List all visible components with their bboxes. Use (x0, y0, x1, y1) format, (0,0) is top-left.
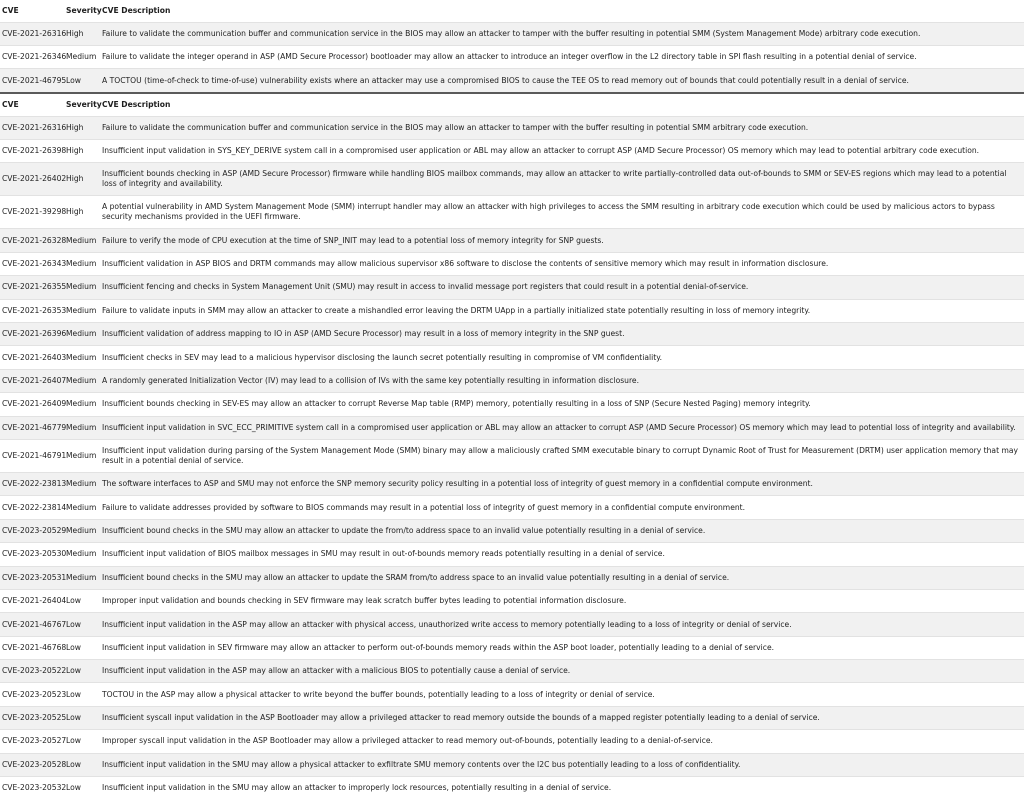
severity-cell: Medium (64, 45, 100, 68)
table-row (0, 613, 1024, 636)
severity-cell: High (64, 196, 100, 229)
cve-cell: CVE-2022-23813 (0, 472, 64, 495)
table-row (0, 22, 1024, 45)
description-cell: Insufficient input validation in the ASP may allow an attacker with a malicious BIOS to potentially cause a denial of service. (100, 660, 1024, 683)
description-cell: Insufficient input validation in SEV firmware may allow an attacker to perform out-of-bounds memory reads within the ASP boot loader, potentially leading to a denial of service. (100, 636, 1024, 659)
column-header-severity: Severity (66, 100, 102, 110)
table-row (0, 416, 1024, 439)
severity-cell: Medium (64, 299, 100, 322)
cve-cell: CVE-2021-26343 (0, 252, 64, 275)
severity-cell: Low (64, 660, 100, 683)
description-cell: Failure to validate inputs in SMM may allow an attacker to create a mishandled error leaving the DRTM UApp in a partially initialized state potentially resulting in loss of memory integrity. (100, 299, 1024, 322)
table-row (0, 252, 1024, 275)
table-row (0, 439, 1024, 472)
severity-cell: Low (64, 636, 100, 659)
table-body (0, 116, 1024, 800)
cve-cell: CVE-2021-26402 (0, 163, 64, 196)
description-cell: Insufficient syscall input validation in the ASP Bootloader may allow a privileged attacker to read memory outside the bounds of a mapped register potentially leading to a denial of service. (100, 706, 1024, 729)
cve-cell: CVE-2021-26407 (0, 369, 64, 392)
description-cell: Insufficient validation of address mapping to IO in ASP (AMD Secure Processor) may result in a loss of memory integrity in the SNP guest. (100, 323, 1024, 346)
severity-cell: Medium (64, 496, 100, 519)
cve-cell: CVE-2021-26396 (0, 323, 64, 346)
table-row (0, 660, 1024, 683)
cve-cell: CVE-2021-39298 (0, 196, 64, 229)
description-cell: Failure to verify the mode of CPU execution at the time of SNP_INIT may lead to a potential loss of memory integrity for SNP guests. (100, 229, 1024, 252)
description-cell: Insufficient input validation in SVC_ECC_PRIMITIVE system call in a compromised user application or ABL may allow an attacker to corrupt ASP (AMD Secure Processor) OS memory which may lead to potential loss of integrity and availability. (100, 416, 1024, 439)
table-row (0, 636, 1024, 659)
severity-cell: Low (64, 706, 100, 729)
cve-cell: CVE-2021-26409 (0, 393, 64, 416)
table-row (0, 730, 1024, 753)
column-header-cve: CVE (2, 100, 19, 110)
severity-cell: Medium (64, 472, 100, 495)
table-row (0, 472, 1024, 495)
cve-cell: CVE-2023-20527 (0, 730, 64, 753)
description-cell: Insufficient bound checks in the SMU may allow an attacker to update the from/to address space to an invalid value potentially resulting in a denial of service. (100, 519, 1024, 542)
severity-cell: Low (64, 589, 100, 612)
severity-cell: High (64, 22, 100, 45)
table-row (0, 229, 1024, 252)
description-cell: Insufficient input validation during parsing of the System Management Mode (SMM) binary may allow a maliciously crafted SMM executable binary to corrupt Dynamic Root of Trust for Measurement (DRTM) user application memory that may result in a potential denial of service. (100, 439, 1024, 472)
cve-cell: CVE-2021-46768 (0, 636, 64, 659)
cve-cell: CVE-2021-26346 (0, 45, 64, 68)
table-row (0, 753, 1024, 776)
severity-cell: Medium (64, 439, 100, 472)
table-header (0, 0, 1024, 22)
column-header-description: CVE Description (102, 100, 171, 110)
severity-cell: Low (64, 777, 100, 800)
cve-cell: CVE-2022-23814 (0, 496, 64, 519)
cve-cell: CVE-2023-20529 (0, 519, 64, 542)
severity-cell: High (64, 116, 100, 139)
severity-cell: Low (64, 683, 100, 706)
table-row (0, 116, 1024, 139)
description-cell: Insufficient input validation in the SMU may allow an attacker to improperly lock resources, potentially resulting in a denial of service. (100, 777, 1024, 800)
table-header (0, 94, 1024, 116)
table-row (0, 163, 1024, 196)
severity-cell: Medium (64, 369, 100, 392)
table-row (0, 346, 1024, 369)
table-row (0, 683, 1024, 706)
description-cell: Insufficient input validation in the ASP may allow an attacker with physical access, unauthorized write access to memory potentially leading to a loss of integrity or denial of service. (100, 613, 1024, 636)
table-row (0, 706, 1024, 729)
description-cell: Failure to validate the communication buffer and communication service in the BIOS may allow an attacker to tamper with the buffer resulting in potential SMM arbitrary code execution. (100, 116, 1024, 139)
cve-cell: CVE-2021-26355 (0, 276, 64, 299)
cve-cell: CVE-2021-26328 (0, 229, 64, 252)
table-row (0, 566, 1024, 589)
description-cell: Improper input validation and bounds checking in SEV firmware may leak scratch buffer bytes leading to potential information disclosure. (100, 589, 1024, 612)
table-row (0, 196, 1024, 229)
description-cell: Insufficient input validation in SYS_KEY_DERIVE system call in a compromised user application or ABL may allow an attacker to corrupt ASP (AMD Secure Processor) OS memory which may lead to potential arbitrary code execution. (100, 140, 1024, 163)
cve-cell: CVE-2021-46767 (0, 613, 64, 636)
severity-cell: Medium (64, 252, 100, 275)
table-row (0, 369, 1024, 392)
description-cell: A TOCTOU (time-of-check to time-of-use) vulnerability exists where an attacker may use a compromised BIOS to cause the TEE OS to read memory out of bounds that could potentially result in a denial of service. (100, 69, 1024, 92)
severity-cell: High (64, 163, 100, 196)
cve-cell: CVE-2021-26316 (0, 22, 64, 45)
cve-table-detailed (0, 94, 1024, 800)
cve-cell: CVE-2021-46795 (0, 69, 64, 92)
cve-cell: CVE-2023-20530 (0, 543, 64, 566)
table-row (0, 140, 1024, 163)
description-cell: Insufficient bounds checking in ASP (AMD Secure Processor) firmware while handling BIOS mailbox commands, may allow an attacker to write partially-controlled data out-of-bounds to SMM or SEV-ES regions which may lead to a potential loss of integrity and availability. (100, 163, 1024, 196)
cve-cell: CVE-2023-20531 (0, 566, 64, 589)
description-cell: Insufficient bound checks in the SMU may allow an attacker to update the SRAM from/to address space to an invalid value potentially resulting in a denial of service. (100, 566, 1024, 589)
severity-cell: Medium (64, 543, 100, 566)
cve-cell: CVE-2023-20523 (0, 683, 64, 706)
cve-cell: CVE-2021-26353 (0, 299, 64, 322)
description-cell: Insufficient validation in ASP BIOS and DRTM commands may allow malicious supervisor x86 software to disclose the contents of sensitive memory which may result in information disclosure. (100, 252, 1024, 275)
table-row (0, 393, 1024, 416)
cve-cell: CVE-2023-20522 (0, 660, 64, 683)
description-cell: Insufficient input validation in the SMU may allow a physical attacker to exfiltrate SMU memory contents over the I2C bus potentially leading to a loss of confidentiality. (100, 753, 1024, 776)
table-row (0, 777, 1024, 800)
description-cell: Insufficient bounds checking in SEV-ES may allow an attacker to corrupt Reverse Map table (RMP) memory, potentially resulting in a loss of SNP (Secure Nested Paging) memory integrity. (100, 393, 1024, 416)
table-row (0, 276, 1024, 299)
table-row (0, 543, 1024, 566)
severity-cell: High (64, 140, 100, 163)
description-cell: Insufficient input validation of BIOS mailbox messages in SMU may result in out-of-bounds memory reads potentially resulting in a denial of service. (100, 543, 1024, 566)
table-row (0, 323, 1024, 346)
table-row (0, 69, 1024, 92)
column-header-severity: Severity (66, 6, 102, 16)
severity-cell: Medium (64, 393, 100, 416)
description-cell: A randomly generated Initialization Vector (IV) may lead to a collision of IVs with the same key potentially resulting in information disclosure. (100, 369, 1024, 392)
cve-table-summary (0, 0, 1024, 92)
cve-cell: CVE-2023-20528 (0, 753, 64, 776)
cve-cell: CVE-2021-26403 (0, 346, 64, 369)
cve-cell: CVE-2023-20532 (0, 777, 64, 800)
severity-cell: Medium (64, 323, 100, 346)
description-cell: Insufficient checks in SEV may lead to a malicious hypervisor disclosing the launch secret potentially resulting in compromise of VM confidentiality. (100, 346, 1024, 369)
description-cell: Failure to validate the communication buffer and communication service in the BIOS may allow an attacker to tamper with the buffer resulting in potential SMM (System Management Mode) arbitrary code execution. (100, 22, 1024, 45)
description-cell: TOCTOU in the ASP may allow a physical attacker to write beyond the buffer bounds, potentially leading to a loss of integrity or denial of service. (100, 683, 1024, 706)
severity-cell: Medium (64, 566, 100, 589)
table-row (0, 589, 1024, 612)
severity-cell: Low (64, 730, 100, 753)
table-row (0, 519, 1024, 542)
severity-cell: Medium (64, 346, 100, 369)
description-cell: The software interfaces to ASP and SMU may not enforce the SNP memory security policy resulting in a potential loss of integrity of guest memory in a confidential compute environment. (100, 472, 1024, 495)
cve-cell: CVE-2021-26316 (0, 116, 64, 139)
severity-cell: Low (64, 613, 100, 636)
severity-cell: Medium (64, 416, 100, 439)
severity-cell: Medium (64, 229, 100, 252)
cve-cell: CVE-2021-26398 (0, 140, 64, 163)
severity-cell: Medium (64, 519, 100, 542)
description-cell: Failure to validate the integer operand in ASP (AMD Secure Processor) bootloader may allow an attacker to introduce an integer overflow in the L2 directory table in SPI flash resulting in a potential denial of service. (100, 45, 1024, 68)
description-cell: Improper syscall input validation in the ASP Bootloader may allow a privileged attacker to read memory out-of-bounds, potentially leading to a denial-of-service. (100, 730, 1024, 753)
table-body (0, 22, 1024, 92)
table-row (0, 45, 1024, 68)
column-header-cve: CVE (2, 6, 19, 16)
cve-cell: CVE-2021-46791 (0, 439, 64, 472)
cve-cell: CVE-2021-26404 (0, 589, 64, 612)
description-cell: Insufficient fencing and checks in System Management Unit (SMU) may result in access to invalid message port registers that could result in a potential denial-of-service. (100, 276, 1024, 299)
column-header-description: CVE Description (102, 6, 171, 16)
severity-cell: Low (64, 753, 100, 776)
severity-cell: Medium (64, 276, 100, 299)
table-row (0, 496, 1024, 519)
description-cell: Failure to validate addresses provided by software to BIOS commands may result in a potential loss of integrity of guest memory in a confidential compute environment. (100, 496, 1024, 519)
cve-cell: CVE-2021-46779 (0, 416, 64, 439)
cve-cell: CVE-2023-20525 (0, 706, 64, 729)
severity-cell: Low (64, 69, 100, 92)
table-row (0, 299, 1024, 322)
description-cell: A potential vulnerability in AMD System Management Mode (SMM) interrupt handler may allow an attacker with high privileges to access the SMM resulting in arbitrary code execution which could be used by malicious actors to bypass security mechanisms provided in the UEFI firmware. (100, 196, 1024, 229)
